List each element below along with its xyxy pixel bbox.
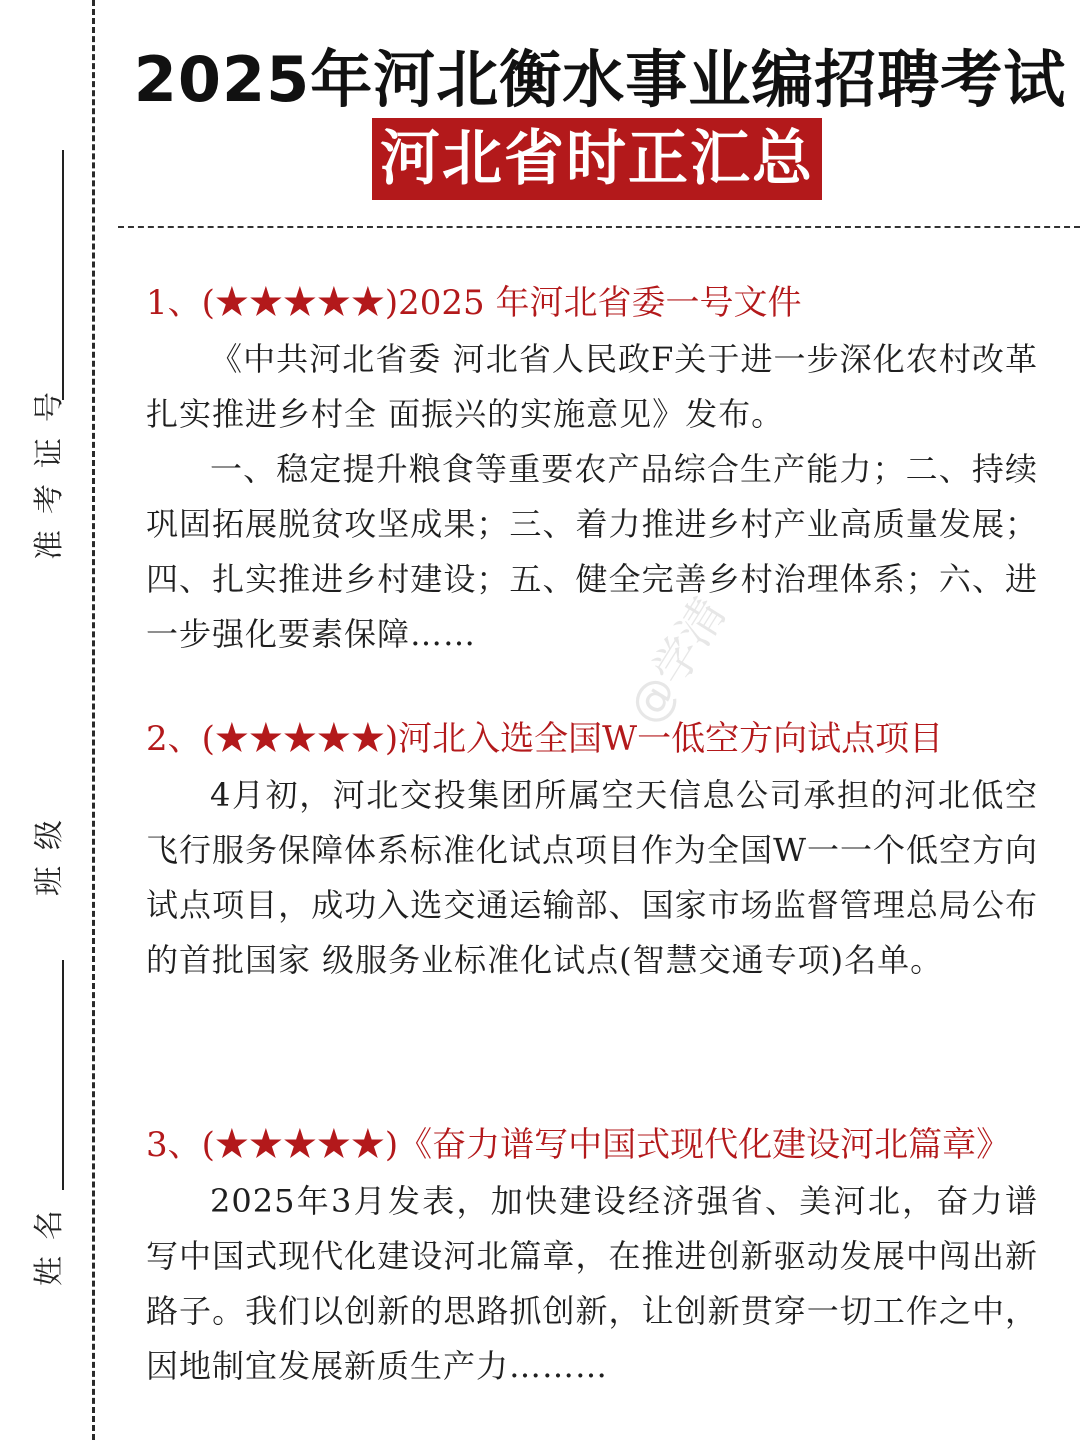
name-field — [30, 960, 70, 1310]
section-1-heading: 1、(★★★★★)2025 年河北省委一号文件 — [146, 283, 802, 323]
exam-id-field — [30, 150, 70, 570]
header-divider — [118, 226, 1080, 228]
subtitle: 河北省时正汇总 — [380, 124, 814, 194]
class-field — [30, 770, 70, 960]
section-1-paragraph-1: 《中共河北省委 河北省人民政F关于进一步深化农村改革扎实推进乡村全 面振兴的实施意见》发布。 — [146, 340, 1038, 433]
section-2-heading: 2、(★★★★★)河北入选全国W一低空方向试点项目 — [146, 719, 944, 759]
binding-dashed-line — [92, 0, 95, 1440]
section-2-paragraph-1: 4月初，河北交投集团所属空天信息公司承担的河北低空飞行服务保障体系标准化试点项目作为全国W一一个低空方向试点项目，成功入选交通运输部、国家市场监督管理总局公布的首批国家 级服务业标准化试点(智慧交通专项)名单。 — [146, 776, 1038, 979]
section-2-body — [146, 768, 1038, 988]
watermark: @学清 — [617, 587, 737, 734]
section-1-body — [146, 332, 1038, 662]
exam-id-label: 准考证号 — [32, 376, 67, 560]
name-label: 姓名 — [32, 1194, 67, 1286]
section-1-paragraph-2: 一、稳定提升粮食等重要农产品综合生产能力；二、持续巩固拓展脱贫攻坚成果；三、着力推进乡村产业高质量发展；四、扎实推进乡村建设；五、健全完善乡村治理体系；六、进一步强化要素保障…… — [146, 450, 1038, 653]
class-label: 班级 — [32, 804, 67, 896]
section-3 — [146, 1120, 1038, 1394]
section-2 — [146, 714, 1038, 988]
section-1 — [146, 278, 1038, 662]
section-3-paragraph-1: 2025年3月发表，加快建设经济强省、美河北，奋力谱写中国式现代化建设河北篇章，在推进创新驱动发展中闯出新路子。我们以创新的思路抓创新，让创新贯穿一切工作之中，因地制宜发展新质生产力……… — [146, 1182, 1038, 1385]
page-title: 2025年河北衡水事业编招聘考试 — [133, 43, 1067, 116]
exam-id-underline — [62, 150, 64, 400]
section-3-body — [146, 1174, 1038, 1394]
subtitle-banner — [372, 118, 822, 200]
section-3-heading: 3、(★★★★★)《奋力谱写中国式现代化建设河北篇章》 — [146, 1125, 1011, 1165]
class-underline — [62, 960, 64, 1190]
